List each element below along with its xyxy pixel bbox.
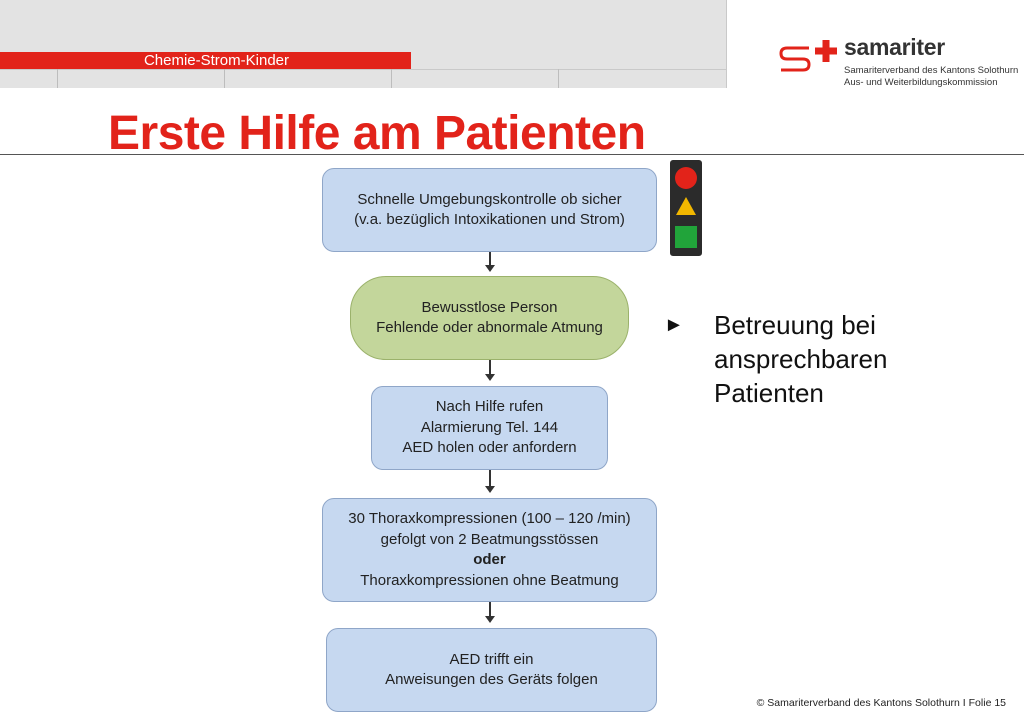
- red-cross-icon: [815, 40, 837, 62]
- flow-step-5-line: AED trifft ein: [449, 650, 534, 668]
- flow-step-1-line: (v.a. bezüglich Intoxikationen und Strom): [354, 211, 625, 228]
- brand-line-1: Samariterverband des Kantons Solothurn: [844, 65, 1019, 76]
- traffic-light-green: [675, 226, 697, 248]
- flow-step-3: [371, 386, 608, 470]
- header-tick: [558, 69, 559, 88]
- brand-line-2: Aus- und Weiterbildungskommission: [844, 77, 998, 88]
- flow-step-4-line: 30 Thoraxkompressionen (100 – 120 /min): [348, 510, 631, 527]
- footer-copyright: © Samariterverband des Kantons Solothurn I Folie 15: [756, 697, 1006, 709]
- flow-step-4-or: oder: [473, 551, 506, 568]
- s-logo-icon: [778, 44, 812, 74]
- header-band: [0, 0, 727, 88]
- flow-step-3-line: Nach Hilfe rufen: [435, 398, 544, 416]
- traffic-light-icon: [670, 160, 702, 256]
- flow-arrow: [489, 360, 491, 375]
- flow-step-3-line: Alarmierung Tel. 144: [420, 418, 559, 436]
- flow-step-4: [322, 498, 657, 602]
- samariter-logo: [778, 34, 1019, 94]
- flow-step-5: [326, 628, 657, 712]
- flow-step-5-line: Anweisungen des Geräts folgen: [385, 671, 598, 688]
- header-tick: [224, 69, 225, 88]
- brand-name: samariter: [844, 34, 945, 60]
- header-baseline: [0, 69, 726, 70]
- flow-step-1: [322, 168, 657, 252]
- bullet-arrow-icon: ►: [664, 314, 684, 336]
- traffic-light-amber: [675, 196, 697, 216]
- flow-step-2: [350, 276, 629, 360]
- slide-title: Erste Hilfe am Patienten: [108, 107, 646, 160]
- flow-arrow: [489, 602, 491, 617]
- flow-arrow: [489, 470, 491, 487]
- flow-step-1-line: Schnelle Umgebungskontrolle ob sicher: [357, 190, 622, 208]
- section-bar: [0, 52, 411, 69]
- flow-step-2-line: Bewusstlose Person: [421, 298, 558, 316]
- header-tick: [57, 69, 58, 88]
- flow-step-4-line: Thoraxkompressionen ohne Beatmung: [360, 571, 619, 589]
- section-label: Chemie-Strom-Kinder: [143, 52, 289, 69]
- flow-step-2-line: Fehlende oder abnormale Atmung: [376, 319, 603, 336]
- side-note-text: Betreuung bei ansprechbaren Patienten: [714, 310, 888, 408]
- traffic-light-red: [675, 167, 697, 189]
- flow-step-4-line: gefolgt von 2 Beatmungsstössen: [380, 530, 599, 548]
- header-tick: [391, 69, 392, 88]
- flow-step-3-line: AED holen oder anfordern: [402, 439, 577, 457]
- flow-arrow: [489, 252, 491, 266]
